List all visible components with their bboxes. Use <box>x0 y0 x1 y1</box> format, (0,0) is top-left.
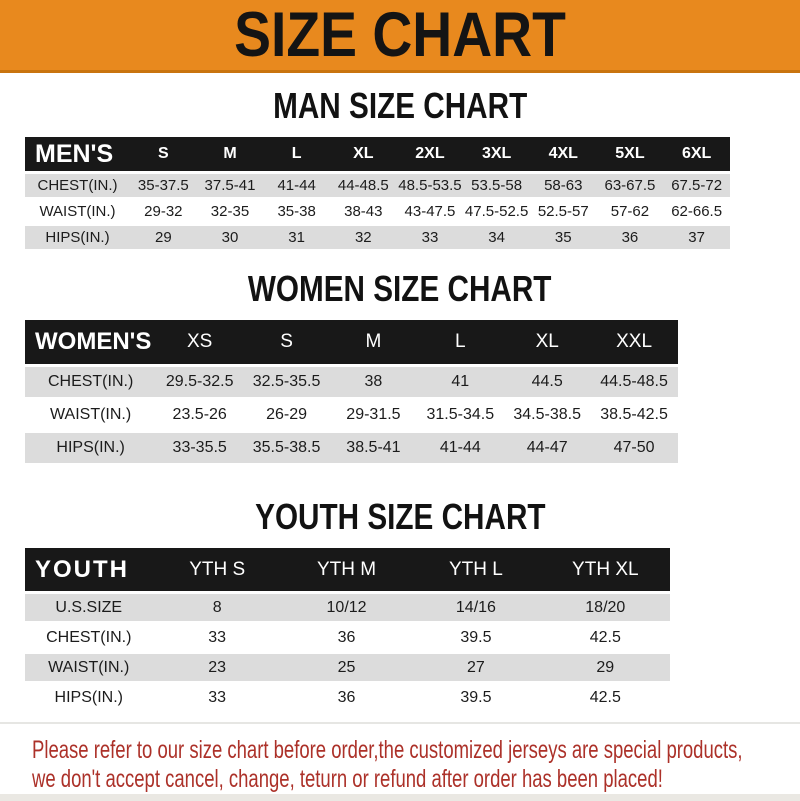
measurement-row-label: U.S.SIZE <box>25 594 153 621</box>
row-spacer <box>678 367 776 397</box>
size-value-cell: 33-35.5 <box>156 433 243 463</box>
size-value-cell: 36 <box>282 684 411 711</box>
table-corner-label: WOMEN'S <box>25 320 156 364</box>
measurement-row-label: CHEST(IN.) <box>25 174 130 197</box>
size-value-cell: 31.5-34.5 <box>417 400 504 430</box>
size-value-cell: 25 <box>282 654 411 681</box>
size-value-cell: 63-67.5 <box>597 174 664 197</box>
size-value-cell: 57-62 <box>597 200 664 223</box>
header-spacer <box>678 320 776 364</box>
youth-section-title: YOUTH SIZE CHART <box>254 496 546 537</box>
size-value-cell: 31 <box>263 226 330 249</box>
measurement-row-label: WAIST(IN.) <box>25 654 153 681</box>
measurement-row-label: HIPS(IN.) <box>25 433 156 463</box>
measurement-row-label: WAIST(IN.) <box>25 200 130 223</box>
size-column-header: 3XL <box>463 137 530 171</box>
header-spacer <box>670 548 775 591</box>
size-column-header: L <box>417 320 504 364</box>
men-section-title: MAN SIZE CHART <box>272 85 528 126</box>
header-spacer <box>730 137 775 171</box>
size-value-cell: 29-32 <box>130 200 197 223</box>
size-column-header: 6XL <box>663 137 730 171</box>
size-column-header: M <box>197 137 264 171</box>
measurement-row <box>25 594 775 621</box>
size-value-cell: 26-29 <box>243 400 330 430</box>
size-value-cell: 29 <box>130 226 197 249</box>
row-spacer <box>730 226 775 249</box>
size-value-cell: 32 <box>330 226 397 249</box>
size-value-cell: 10/12 <box>282 594 411 621</box>
measurement-row <box>25 624 775 651</box>
size-column-header: M <box>330 320 417 364</box>
size-value-cell: 44-48.5 <box>330 174 397 197</box>
page-title: SIZE CHART <box>234 0 566 70</box>
size-value-cell: 58-63 <box>530 174 597 197</box>
size-column-header: S <box>243 320 330 364</box>
size-header-row <box>25 548 775 591</box>
size-column-header: 5XL <box>597 137 664 171</box>
measurement-row <box>25 433 775 463</box>
row-spacer <box>730 200 775 223</box>
measurement-row-label: CHEST(IN.) <box>25 367 156 397</box>
size-value-cell: 38.5-41 <box>330 433 417 463</box>
size-value-cell: 39.5 <box>411 684 540 711</box>
row-spacer <box>670 594 775 621</box>
row-spacer <box>678 400 776 430</box>
men-size-table <box>25 134 775 252</box>
men-size-section <box>0 73 800 252</box>
measurement-row <box>25 654 775 681</box>
size-value-cell: 23.5-26 <box>156 400 243 430</box>
size-value-cell: 47-50 <box>591 433 678 463</box>
measurement-row-label: CHEST(IN.) <box>25 624 153 651</box>
measurement-row <box>25 226 775 249</box>
size-value-cell: 42.5 <box>541 684 670 711</box>
size-value-cell: 30 <box>197 226 264 249</box>
size-value-cell: 34.5-38.5 <box>504 400 591 430</box>
size-column-header: XL <box>330 137 397 171</box>
measurement-row-label: HIPS(IN.) <box>25 684 153 711</box>
size-value-cell: 37 <box>663 226 730 249</box>
size-value-cell: 44.5-48.5 <box>591 367 678 397</box>
size-value-cell: 42.5 <box>541 624 670 651</box>
size-value-cell: 62-66.5 <box>663 200 730 223</box>
size-column-header: 2XL <box>397 137 464 171</box>
size-value-cell: 67.5-72 <box>663 174 730 197</box>
size-value-cell: 35-38 <box>263 200 330 223</box>
size-value-cell: 32.5-35.5 <box>243 367 330 397</box>
size-value-cell: 39.5 <box>411 624 540 651</box>
size-value-cell: 53.5-58 <box>463 174 530 197</box>
size-value-cell: 29 <box>541 654 670 681</box>
size-column-header: XL <box>504 320 591 364</box>
size-value-cell: 35 <box>530 226 597 249</box>
size-column-header: S <box>130 137 197 171</box>
measurement-row <box>25 400 775 430</box>
row-spacer <box>670 624 775 651</box>
size-value-cell: 8 <box>153 594 282 621</box>
size-value-cell: 48.5-53.5 <box>397 174 464 197</box>
size-column-header: XXL <box>591 320 678 364</box>
size-header-row <box>25 320 775 364</box>
women-size-section <box>0 252 800 466</box>
measurement-row <box>25 367 775 397</box>
size-value-cell: 14/16 <box>411 594 540 621</box>
size-value-cell: 41-44 <box>417 433 504 463</box>
size-value-cell: 35-37.5 <box>130 174 197 197</box>
size-value-cell: 36 <box>282 624 411 651</box>
measurement-row <box>25 684 775 711</box>
size-value-cell: 34 <box>463 226 530 249</box>
size-value-cell: 41 <box>417 367 504 397</box>
size-column-header: YTH S <box>153 548 282 591</box>
youth-size-table <box>25 545 775 714</box>
size-value-cell: 33 <box>153 624 282 651</box>
size-column-header: YTH L <box>411 548 540 591</box>
size-value-cell: 41-44 <box>263 174 330 197</box>
measurement-row-label: WAIST(IN.) <box>25 400 156 430</box>
table-corner-label: MEN'S <box>25 137 130 171</box>
size-value-cell: 32-35 <box>197 200 264 223</box>
women-section-title: WOMEN SIZE CHART <box>248 268 552 309</box>
size-value-cell: 33 <box>153 684 282 711</box>
size-value-cell: 29.5-32.5 <box>156 367 243 397</box>
table-corner-label: YOUTH <box>25 548 153 591</box>
size-value-cell: 36 <box>597 226 664 249</box>
row-spacer <box>670 684 775 711</box>
size-value-cell: 47.5-52.5 <box>463 200 530 223</box>
size-value-cell: 23 <box>153 654 282 681</box>
size-value-cell: 38.5-42.5 <box>591 400 678 430</box>
size-column-header: 4XL <box>530 137 597 171</box>
size-value-cell: 33 <box>397 226 464 249</box>
size-value-cell: 37.5-41 <box>197 174 264 197</box>
size-value-cell: 43-47.5 <box>397 200 464 223</box>
size-value-cell: 38-43 <box>330 200 397 223</box>
disclaimer-line-1: Please refer to our size chart before order,the customized jerseys are special products, <box>32 736 743 764</box>
disclaimer-line-2: we don't accept cancel, change, teturn or refund after order has been placed! <box>32 765 663 793</box>
size-value-cell: 44-47 <box>504 433 591 463</box>
women-size-table <box>25 317 775 466</box>
size-column-header: XS <box>156 320 243 364</box>
size-value-cell: 44.5 <box>504 367 591 397</box>
size-column-header: YTH XL <box>541 548 670 591</box>
size-value-cell: 52.5-57 <box>530 200 597 223</box>
youth-size-section <box>0 466 800 714</box>
measurement-row <box>25 174 775 197</box>
size-value-cell: 18/20 <box>541 594 670 621</box>
size-chart-banner <box>0 0 800 73</box>
row-spacer <box>678 433 776 463</box>
size-value-cell: 29-31.5 <box>330 400 417 430</box>
size-value-cell: 38 <box>330 367 417 397</box>
size-value-cell: 27 <box>411 654 540 681</box>
disclaimer-note <box>0 722 800 794</box>
measurement-row <box>25 200 775 223</box>
size-value-cell: 35.5-38.5 <box>243 433 330 463</box>
measurement-row-label: HIPS(IN.) <box>25 226 130 249</box>
size-header-row <box>25 137 775 171</box>
size-column-header: L <box>263 137 330 171</box>
row-spacer <box>670 654 775 681</box>
size-column-header: YTH M <box>282 548 411 591</box>
row-spacer <box>730 174 775 197</box>
